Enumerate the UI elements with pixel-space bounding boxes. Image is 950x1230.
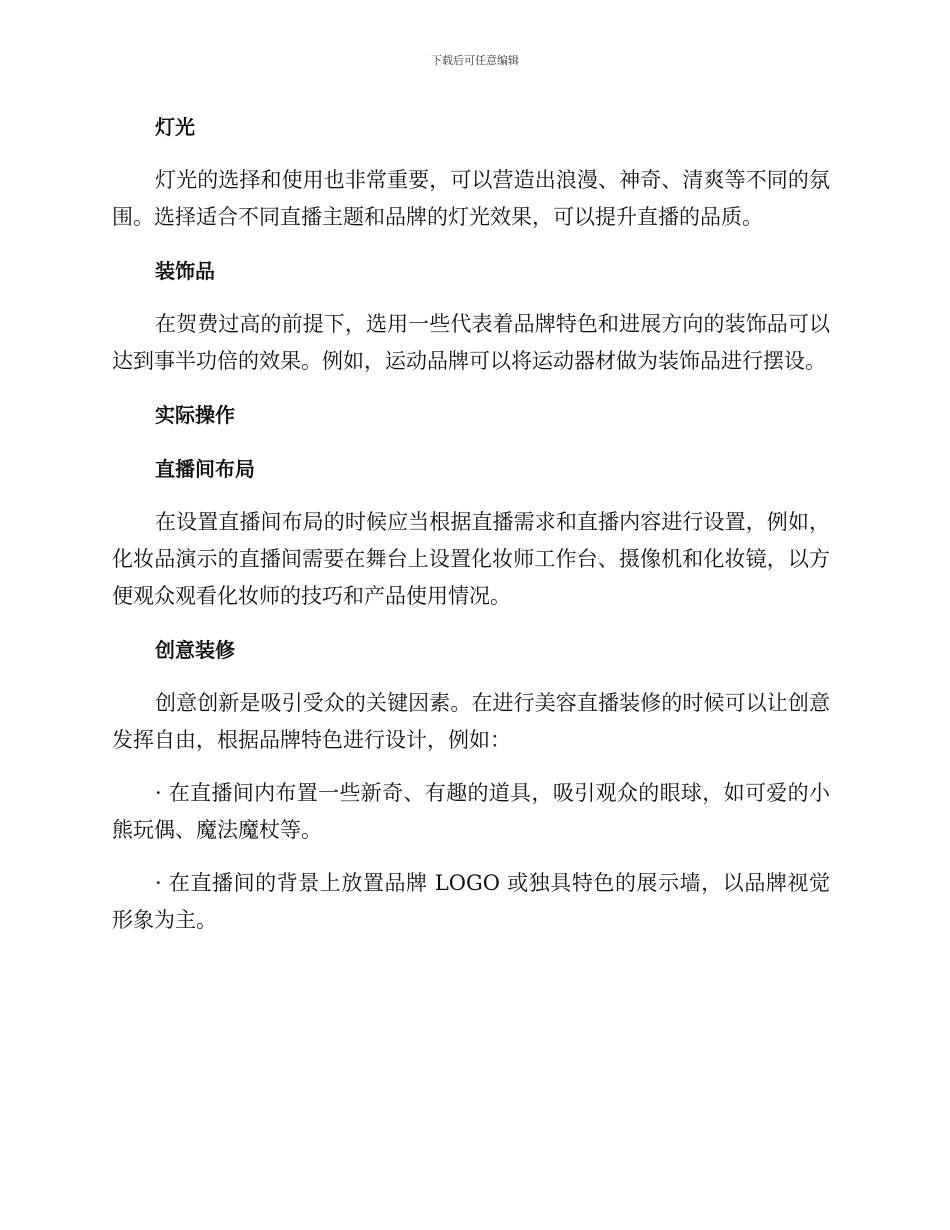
page-header-note: 下载后可任意编辑 xyxy=(431,54,519,67)
section-heading-decorations: 装饰品 xyxy=(155,259,215,283)
paragraph-layout: 在设置直播间布局的时候应当根据直播需求和直播内容进行设置，例如，化妆品演示的直播间需要在舞台上设置化妆师工作台、摄像机和化妆镜，以方便观众观看化妆师的技巧和产品使用情况。 xyxy=(112,510,830,608)
paragraph-creative: 创意创新是吸引受众的关键因素。在进行美容直播装修的时候可以让创意发挥自由，根据品牌特色进行设计，例如： xyxy=(112,691,830,752)
section-heading-practice: 实际操作 xyxy=(155,403,235,427)
section-heading-lighting: 灯光 xyxy=(155,115,195,139)
bullet-item-logo-wall: · 在直播间的背景上放置品牌 LOGO 或独具特色的展示墙，以品牌视觉形象为主。 xyxy=(112,871,830,932)
paragraph-lighting: 灯光的选择和使用也非常重要，可以营造出浪漫、神奇、清爽等不同的氛围。选择适合不同直播主题和品牌的灯光效果，可以提升直播的品质。 xyxy=(112,168,830,229)
section-heading-layout: 直播间布局 xyxy=(155,457,255,481)
paragraph-decorations: 在贺费过高的前提下，选用一些代表着品牌特色和进展方向的装饰品可以达到事半功倍的效果。例如，运动品牌可以将运动器材做为装饰品进行摆设。 xyxy=(112,312,830,373)
bullet-item-props: · 在直播间内布置一些新奇、有趣的道具，吸引观众的眼球，如可爱的小熊玩偶、魔法魔杖等。 xyxy=(112,781,830,842)
document-body xyxy=(112,108,830,939)
section-heading-creative: 创意装修 xyxy=(155,638,235,662)
